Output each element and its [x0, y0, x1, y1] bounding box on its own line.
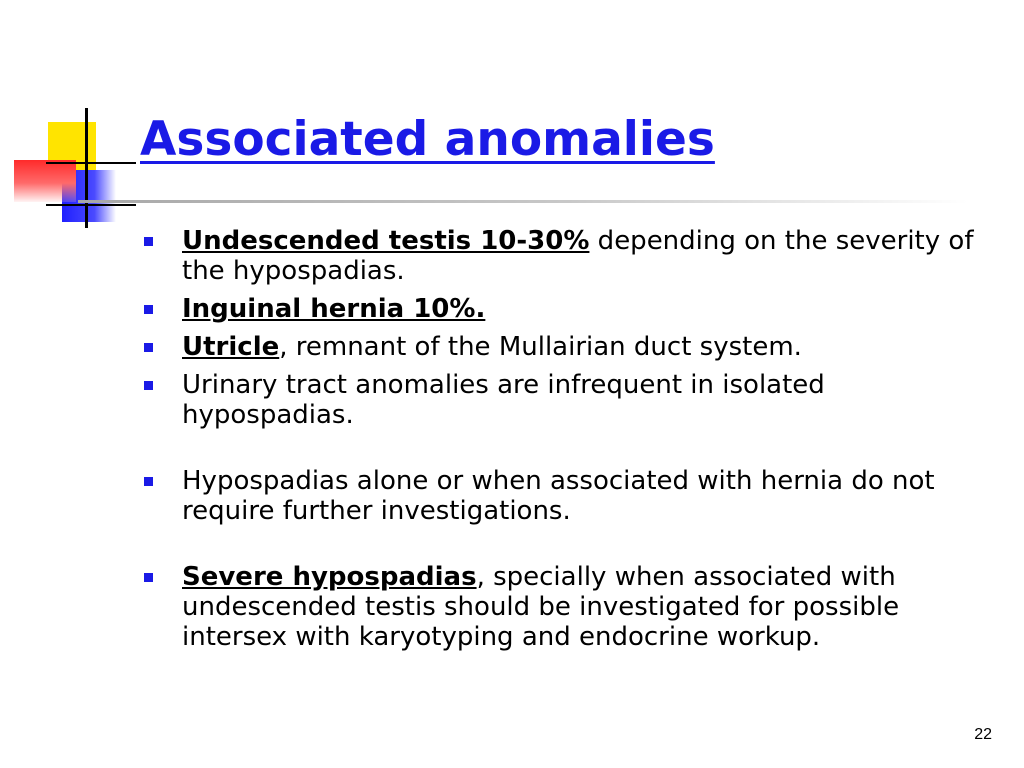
- square-bullet-icon: [144, 343, 153, 352]
- horizontal-line-divider: [46, 162, 136, 164]
- square-bullet-icon: [144, 477, 153, 486]
- page-number: 22: [974, 726, 992, 743]
- title-underline-rule: [78, 200, 968, 203]
- square-bullet-icon: [144, 237, 153, 246]
- bullet-bold-text: Utricle: [182, 332, 280, 362]
- bullet-text: Urinary tract anomalies are infrequent in isolated hypospadias.: [182, 370, 825, 430]
- vertical-line-divider: [85, 108, 88, 228]
- horizontal-line-divider: [46, 204, 136, 206]
- bullet-bold-text: Undescended testis 10-30%: [182, 226, 590, 256]
- bullet-text: , specially when associated with undescended testis should be investigated for possible intersex with karyotyping and endocrine workup.: [182, 562, 900, 652]
- bullet-item: [140, 332, 1000, 362]
- red-square-icon: [14, 160, 76, 202]
- square-bullet-icon: [144, 381, 153, 390]
- bullet-bold-text: Inguinal hernia 10%.: [182, 294, 486, 324]
- square-bullet-icon: [144, 305, 153, 314]
- bullet-item: [140, 370, 1000, 430]
- bullet-item: [140, 562, 1000, 652]
- bullet-bold-text: Severe hypospadias: [182, 562, 477, 592]
- bullet-item: [140, 294, 1000, 324]
- slide-title: Associated anomalies: [140, 112, 715, 167]
- logo-squares-decoration: [0, 0, 140, 240]
- bullet-list: [140, 226, 1000, 660]
- bullet-text: , remnant of the Mullairian duct system.: [279, 332, 802, 362]
- bullet-text: depending on the severity of the hypospadias.: [182, 226, 974, 286]
- bullet-item: [140, 226, 1000, 286]
- bullet-item: [140, 466, 1000, 526]
- bullet-text: Hypospadias alone or when associated with hernia do not require further investigations.: [182, 466, 935, 526]
- square-bullet-icon: [144, 573, 153, 582]
